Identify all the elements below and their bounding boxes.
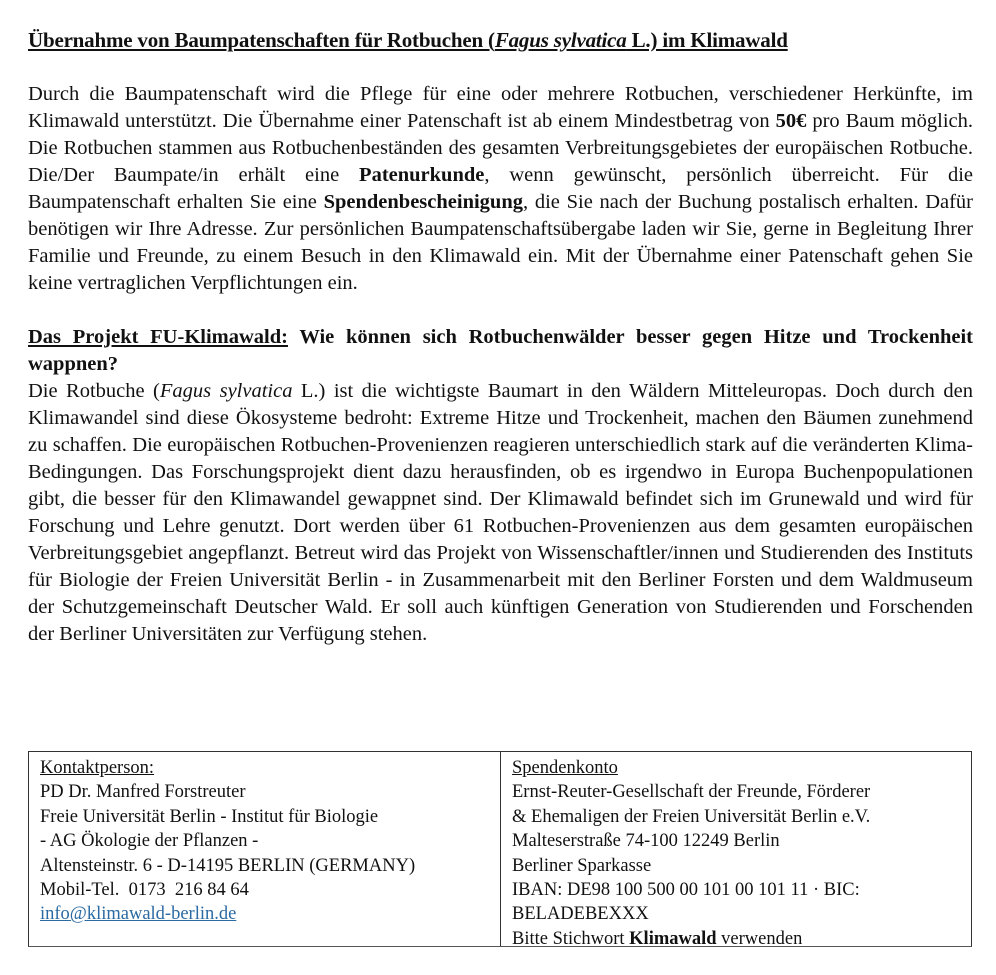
title-species-italic: Fagus sylvatica bbox=[494, 28, 627, 52]
donation-cell bbox=[501, 752, 971, 949]
minimum-amount: 50€ bbox=[775, 110, 807, 132]
contact-phone: Mobil-Tel. 0173 216 84 64 bbox=[40, 880, 249, 901]
donation-iban: IBAN: DE98 100 500 00 101 00 101 11 · BIC: bbox=[512, 880, 860, 901]
project-heading-question: Wie können sich Rotbuchenwälder besser gegen Hitze und Trockenheit wappnen? bbox=[28, 326, 973, 375]
intro-text-2: pro Baum möglich. Die Rotbuchen stammen aus Rotbuchenbeständen des gesamten Verbreitungsgebietes der europäischen Rotbuche. Die/Der Baumpate/in erhält eine bbox=[28, 110, 973, 186]
project-heading bbox=[28, 324, 973, 378]
donation-heading: Spendenkonto bbox=[512, 758, 618, 778]
contact-heading: Kontaktperson: bbox=[40, 758, 155, 778]
contact-institution: Freie Universität Berlin - Institut für Biologie bbox=[40, 806, 379, 827]
intro-text-3: , wenn gewünscht, persönlich überreicht. Für die Baumpatenschaft erhalten Sie eine bbox=[28, 164, 973, 213]
contact-cell bbox=[29, 752, 501, 946]
document-page bbox=[28, 26, 973, 648]
intro-paragraph bbox=[28, 81, 973, 297]
donation-keyword-line bbox=[512, 927, 961, 951]
project-species-italic: Fagus sylvatica bbox=[159, 380, 293, 402]
project-text-2: L.) ist die wichtigste Baumart in den Wäldern Mitteleuropas. Doch durch den Klimawandel sind diese Ökosysteme bedroht: Extreme Hitze und Trockenheit, machen den Bäumen zunehmend zu schaffen. Die europäischen Rotbuchen-Provenienzen reagieren unterschiedlich stark auf die veränderten Klima-Bedingungen. Das Forschungsprojekt dient dazu herausfinden, ob es irgendwo in Europa Buchenpopulationen gibt, die besser für den Klimawandel gewappnet sind. Der Klimawald befindet sich im Grunewald und wird für Forschung und Lehre genutzt. Dort werden über 61 Rotbuchen-Provenienzen aus dem gesamten europäischen Verbreitungsgebiet angepflanzt. Betreut wird das Projekt von Wissenschaftler/innen und Studierenden des Instituts für Biologie der Freien Universität Berlin - in Zusammenarbeit mit den Berliner Forsten und dem Waldmuseum der Schutzgemeinschaft Deutscher Wald. Er soll auch künftigen Generation von Studierenden und Forschenden der Berliner Universitäten zur Verfügung stehen. bbox=[28, 380, 973, 645]
keyword-text-before: Bitte Stichwort bbox=[512, 928, 630, 949]
title-text-end: L.) im Klimawald bbox=[626, 28, 788, 52]
donation-address: Malteserstraße 74-100 12249 Berlin bbox=[512, 831, 780, 852]
donation-bank: Berliner Sparkasse bbox=[512, 855, 652, 876]
contact-department: - AG Ökologie der Pflanzen - bbox=[40, 831, 259, 852]
contact-name: PD Dr. Manfred Forstreuter bbox=[40, 782, 246, 803]
contact-email-link[interactable]: info@klimawald-berlin.de bbox=[40, 904, 237, 925]
project-text-1: Die Rotbuche ( bbox=[28, 380, 160, 402]
donation-org-line1: Ernst-Reuter-Gesellschaft der Freunde, Förderer bbox=[512, 782, 871, 803]
contact-donation-table bbox=[28, 751, 972, 947]
intro-text-1: Durch die Baumpatenschaft wird die Pflege für eine oder mehrere Rotbuchen, verschiedener Herkünfte, im Klimawald unterstützt. Die Übernahme einer Patenschaft ist ab einem Mindestbetrag von bbox=[28, 83, 973, 132]
document-title bbox=[28, 26, 973, 54]
intro-text-4: , die Sie nach der Buchung postalisch erhalten. Dafür benötigen wir Ihre Adresse. Zur persönlichen Baumpatenschaftsübergabe laden wir Sie, gerne in Begleitung Ihrer Familie und Freunde, zu einem Besuch in den Klimawald ein. Mit der Übernahme einer Patenschaft gehen Sie keine vertraglichen Verpflichtungen ein. bbox=[28, 191, 973, 294]
project-heading-underlined: Das Projekt FU-Klimawald: bbox=[28, 326, 288, 348]
receipt-term: Spendenbescheinigung bbox=[323, 191, 523, 213]
project-paragraph bbox=[28, 378, 973, 648]
contact-address: Altensteinstr. 6 - D-14195 BERLIN (GERMANY) bbox=[40, 855, 416, 876]
certificate-term: Patenurkunde bbox=[359, 164, 485, 186]
keyword-text-after: verwenden bbox=[716, 928, 803, 949]
donation-org-line2: & Ehemaligen der Freien Universität Berlin e.V. bbox=[512, 806, 871, 827]
title-text: Übernahme von Baumpatenschaften für Rotbuchen ( bbox=[28, 28, 495, 52]
donation-bic: BELADEBEXXX bbox=[512, 904, 649, 925]
donation-keyword: Klimawald bbox=[629, 928, 717, 949]
